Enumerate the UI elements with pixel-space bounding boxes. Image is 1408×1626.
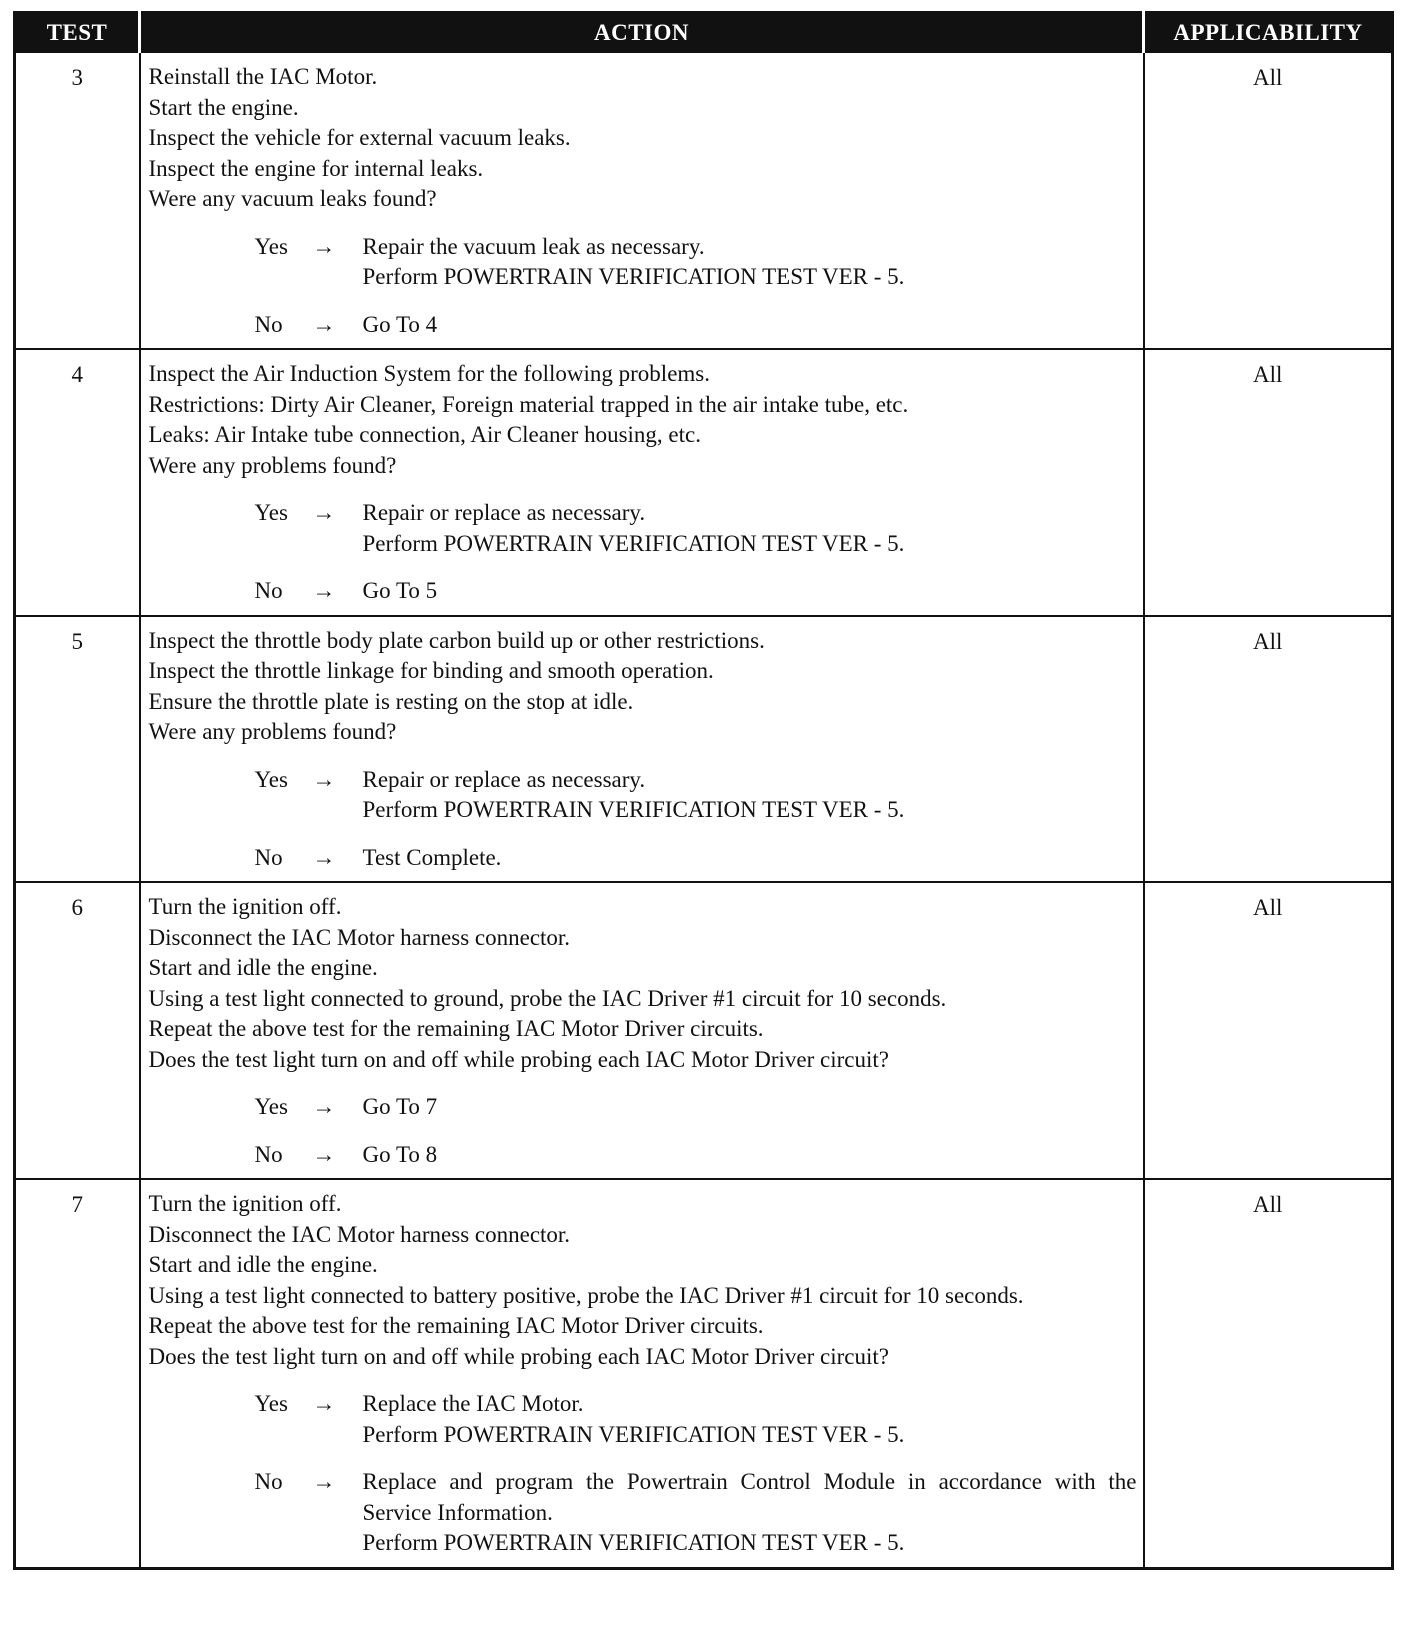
action-step: Start and idle the engine. — [148, 955, 378, 980]
outcome-line: Replace and program the Powertrain Control Module in accordance with the Service Information. — [362, 1469, 1137, 1525]
table-header — [15, 13, 1393, 53]
action-cell — [140, 882, 1144, 1179]
header-row — [15, 13, 1393, 53]
action-step: Leaks: Air Intake tube connection, Air Cleaner housing, etc. — [148, 422, 701, 447]
table-body — [15, 52, 1393, 1568]
outcome-line: Repair or replace as necessary. — [362, 500, 646, 525]
procedure-table-wrapper — [13, 11, 1391, 1570]
action-step: Using a test light connected to ground, probe the IAC Driver #1 circuit for 10 seconds. — [148, 985, 947, 1011]
outcome-text — [363, 310, 1137, 341]
table-row — [15, 349, 1393, 616]
outcome-line: Repair the vacuum leak as necessary. — [362, 233, 705, 259]
applicability-value: All — [1144, 349, 1393, 616]
outcome-text — [363, 232, 1137, 293]
outcome-text — [363, 765, 1137, 826]
outcome-no — [255, 1467, 1137, 1559]
arrow-right-icon: → — [312, 578, 336, 603]
outcome-label: Yes — [254, 233, 288, 259]
action-step: Using a test light connected to battery positive, probe the IAC Driver #1 circuit for 10 seconds. — [148, 1282, 1024, 1308]
outcome-label: No — [254, 844, 283, 870]
outcome-no — [255, 843, 1137, 874]
arrow-right-icon: → — [312, 766, 336, 792]
applicability-value: All — [1144, 1179, 1393, 1568]
action-step: Start and idle the engine. — [148, 1252, 378, 1277]
outcome-no — [255, 1140, 1137, 1171]
action-step: Ensure the throttle plate is resting on the stop at idle. — [148, 688, 634, 714]
action-step: Inspect the throttle linkage for binding and smooth operation. — [148, 658, 714, 683]
action-step: Turn the ignition off. — [148, 1191, 342, 1216]
arrow-right-icon: → — [312, 233, 336, 259]
action-cell — [140, 1179, 1144, 1568]
outcome-text — [363, 1092, 1137, 1123]
table-row — [15, 1179, 1393, 1568]
header-test: TEST — [15, 13, 140, 53]
action-step: Were any problems found? — [148, 719, 397, 744]
outcome-list — [149, 498, 1137, 607]
outcome-no — [255, 310, 1137, 341]
outcome-line: Perform POWERTRAIN VERIFICATION TEST VER - 5. — [362, 530, 905, 556]
arrow-right-icon: → — [312, 1469, 336, 1494]
action-step: Repeat the above test for the remaining IAC Motor Driver circuits. — [148, 1016, 764, 1041]
arrow-right-icon: → — [312, 500, 336, 525]
applicability-value: All — [1144, 616, 1393, 883]
action-step: Reinstall the IAC Motor. — [148, 64, 378, 89]
outcome-line: Repair or replace as necessary. — [362, 766, 646, 792]
outcome-label: Yes — [254, 500, 288, 525]
outcome-yes — [255, 1389, 1137, 1450]
outcome-line: Perform POWERTRAIN VERIFICATION TEST VER - 5. — [362, 1530, 905, 1555]
outcome-list — [149, 1092, 1137, 1170]
action-step: Were any problems found? — [148, 452, 397, 478]
test-number: 4 — [15, 349, 140, 616]
test-number: 6 — [15, 882, 140, 1179]
action-step: Inspect the throttle body plate carbon build up or other restrictions. — [148, 627, 765, 653]
action-step: Disconnect the IAC Motor harness connector. — [148, 1221, 571, 1247]
outcome-text — [363, 843, 1137, 874]
outcome-yes — [255, 498, 1137, 559]
outcome-line: Perform POWERTRAIN VERIFICATION TEST VER - 5. — [362, 264, 905, 289]
outcome-yes — [255, 232, 1137, 293]
action-step: Inspect the Air Induction System for the following problems. — [148, 361, 710, 386]
outcome-text — [363, 576, 1137, 607]
outcome-line: Replace the IAC Motor. — [362, 1391, 584, 1416]
outcome-label: Yes — [254, 766, 288, 792]
outcome-text — [363, 1140, 1137, 1171]
outcome-line: Perform POWERTRAIN VERIFICATION TEST VER - 5. — [362, 797, 905, 822]
outcome-list — [149, 1389, 1137, 1559]
outcome-label: No — [254, 578, 283, 603]
arrow-right-icon: → — [312, 1141, 336, 1167]
action-step: Does the test light turn on and off while probing each IAC Motor Driver circuit? — [148, 1046, 890, 1072]
test-number: 5 — [15, 616, 140, 883]
header-action: ACTION — [140, 13, 1144, 53]
test-number: 7 — [15, 1179, 140, 1568]
diagnostic-procedure-table — [13, 11, 1394, 1570]
outcome-label: Yes — [254, 1391, 288, 1416]
table-row — [15, 616, 1393, 883]
action-cell — [140, 616, 1144, 883]
action-step: Inspect the vehicle for external vacuum leaks. — [148, 125, 571, 150]
arrow-right-icon: → — [312, 311, 336, 337]
outcome-line: Go To 4 — [362, 311, 438, 337]
arrow-right-icon: → — [312, 1391, 336, 1416]
applicability-value: All — [1144, 52, 1393, 349]
outcome-line: Go To 8 — [362, 1141, 438, 1167]
action-cell — [140, 349, 1144, 616]
table-row — [15, 882, 1393, 1179]
action-step: Start the engine. — [148, 94, 299, 120]
outcome-text — [363, 498, 1137, 559]
table-row — [15, 52, 1393, 349]
action-step: Restrictions: Dirty Air Cleaner, Foreign material trapped in the air intake tube, etc. — [148, 391, 909, 417]
arrow-right-icon: → — [312, 1094, 336, 1119]
outcome-text — [363, 1467, 1137, 1559]
outcome-label: No — [254, 1469, 283, 1494]
action-step: Disconnect the IAC Motor harness connector. — [148, 924, 571, 950]
action-step: Does the test light turn on and off while probing each IAC Motor Driver circuit? — [148, 1343, 890, 1369]
outcome-label: No — [254, 311, 283, 337]
outcome-yes — [255, 1092, 1137, 1123]
applicability-value: All — [1144, 882, 1393, 1179]
action-step: Repeat the above test for the remaining IAC Motor Driver circuits. — [148, 1313, 764, 1338]
outcome-line: Go To 5 — [362, 578, 438, 603]
action-step: Turn the ignition off. — [148, 894, 342, 919]
action-step: Were any vacuum leaks found? — [148, 186, 437, 211]
outcome-yes — [255, 765, 1137, 826]
action-cell — [140, 52, 1144, 349]
outcome-no — [255, 576, 1137, 607]
outcome-list — [149, 232, 1137, 341]
outcome-list — [149, 765, 1137, 874]
action-step: Inspect the engine for internal leaks. — [148, 155, 484, 181]
outcome-label: Yes — [254, 1094, 288, 1119]
test-number: 3 — [15, 52, 140, 349]
outcome-label: No — [254, 1141, 283, 1167]
outcome-line: Go To 7 — [362, 1094, 438, 1119]
outcome-text — [363, 1389, 1137, 1450]
arrow-right-icon: → — [312, 844, 336, 870]
header-applicability: APPLICABILITY — [1144, 13, 1393, 53]
outcome-line: Perform POWERTRAIN VERIFICATION TEST VER - 5. — [362, 1421, 905, 1447]
outcome-line: Test Complete. — [362, 844, 502, 870]
